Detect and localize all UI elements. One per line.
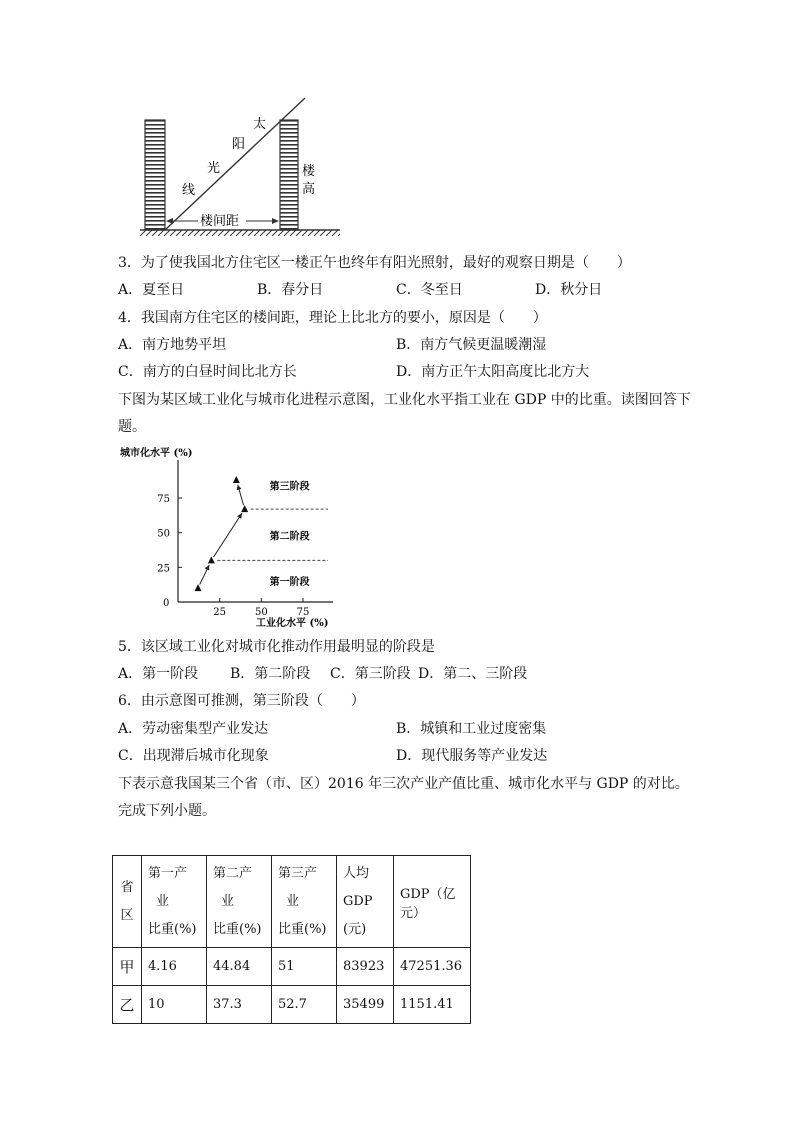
series-arrowhead (237, 513, 242, 519)
q3-option-a[interactable]: A．夏至日 (118, 282, 185, 298)
table-header-row (113, 856, 471, 948)
y-tick-label: 25 (157, 563, 170, 575)
header-per-capita: 人均 GDP (元) (337, 856, 394, 948)
intro3-line1: 下表示意我国某三个省（市、区）2016 年三次产业产值比重、城市化水平与 GDP 的对比。 (118, 776, 689, 792)
q6-option-c[interactable]: C．出现滞后城市化现象 (118, 748, 269, 764)
stage-label: 第二阶段 (269, 531, 310, 543)
intro2-line2: 题。 (118, 419, 146, 435)
header-tertiary: 第三产 业 比重(%) (272, 856, 337, 948)
row-per-capita: 83923 (337, 948, 394, 986)
chart-xlabel: 工业化水平 (%) (256, 618, 329, 629)
q4-stem: 4．我国南方住宅区的楼间距，理论上比北方的要小，原因是（ ） (118, 310, 547, 326)
data-point (195, 584, 202, 591)
q3-option-c[interactable]: C．冬至日 (396, 282, 463, 298)
spacing-label: 楼间距 (200, 214, 240, 229)
header-region: 省 区 (113, 856, 142, 948)
row-secondary: 44.84 (207, 948, 272, 986)
q4-option-c[interactable]: C．南方的白昼时间比北方长 (118, 364, 297, 380)
header-secondary: 第二产 业 比重(%) (207, 856, 272, 948)
row-region: 乙 (113, 986, 142, 1024)
header-primary: 第一产 业 比重(%) (142, 856, 207, 948)
q6-option-d[interactable]: D．现代服务等产业发达 (396, 748, 548, 764)
row-secondary: 37.3 (207, 986, 272, 1024)
x-tick-label: 50 (254, 607, 268, 618)
height-char-1: 楼 (302, 164, 316, 179)
q5-option-d[interactable]: D．第二、三阶段 (418, 666, 528, 682)
south-building (145, 120, 165, 230)
x-tick-label: 25 (213, 607, 227, 618)
header-gdp: GDP（亿元） (394, 856, 471, 948)
q6-option-a[interactable]: A．劳动密集型产业发达 (118, 721, 269, 737)
table-row (113, 948, 471, 986)
q5-stem: 5．该区域工业化对城市化推动作用最明显的阶段是 (118, 639, 435, 655)
q4-option-b[interactable]: B．南方气候更温暖潮湿 (396, 337, 547, 353)
sun-char-2: 阳 (232, 137, 246, 152)
row-per-capita: 35499 (337, 986, 394, 1024)
q5-option-a[interactable]: A．第一阶段 (118, 666, 199, 682)
ground (140, 230, 340, 236)
q5-option-b[interactable]: B．第二阶段 (230, 666, 311, 682)
row-gdp: 1151.41 (394, 986, 471, 1024)
province-gdp-table (112, 855, 471, 1024)
row-region: 甲 (113, 948, 142, 986)
chart-ylabel: 城市化水平 (%) (120, 448, 193, 459)
data-point (233, 476, 240, 483)
chart-origin-label: 0 (163, 598, 170, 609)
row-primary: 10 (142, 986, 207, 1024)
stage-label: 第一阶段 (269, 577, 310, 589)
sun-char-4: 线 (182, 183, 196, 198)
table-row (113, 986, 471, 1024)
q3-stem: 3．为了使我国北方住宅区一楼正午也终年有阳光照射，最好的观察日期是（ ） (118, 255, 631, 271)
row-tertiary: 52.7 (272, 986, 337, 1024)
sun-char-1: 太 (253, 117, 267, 132)
industrialization-urbanization-chart (118, 440, 358, 630)
height-char-2: 高 (302, 182, 316, 197)
series-segment (214, 513, 242, 557)
q6-stem: 6．由示意图可推测，第三阶段（ ） (118, 693, 365, 709)
row-tertiary: 51 (272, 948, 337, 986)
building-sunlight-figure (140, 92, 370, 237)
q4-option-a[interactable]: A．南方地势平坦 (118, 337, 227, 353)
intro3-line2: 完成下列小题。 (118, 803, 216, 819)
q6-option-b[interactable]: B．城镇和工业过度密集 (396, 721, 547, 737)
north-building (280, 120, 298, 230)
data-point (241, 505, 248, 512)
stage-label: 第三阶段 (269, 481, 310, 493)
q4-option-d[interactable]: D．南方正午太阳高度比北方大 (396, 364, 590, 380)
x-tick-label: 75 (296, 607, 310, 618)
q5-option-c[interactable]: C．第三阶段 (330, 666, 411, 682)
row-gdp: 47251.36 (394, 948, 471, 986)
data-point (208, 556, 215, 563)
y-tick-label: 50 (157, 528, 170, 540)
sun-char-3: 光 (207, 161, 221, 176)
q3-option-d[interactable]: D．秋分日 (535, 282, 603, 298)
q3-option-b[interactable]: B．春分日 (257, 282, 324, 298)
y-tick-label: 75 (157, 494, 170, 505)
row-primary: 4.16 (142, 948, 207, 986)
intro2-line1: 下图为某区域工业化与城市化进程示意图，工业化水平指工业在 GDP 中的比重。读图回答下 (118, 392, 691, 408)
series-arrowhead (237, 485, 242, 490)
